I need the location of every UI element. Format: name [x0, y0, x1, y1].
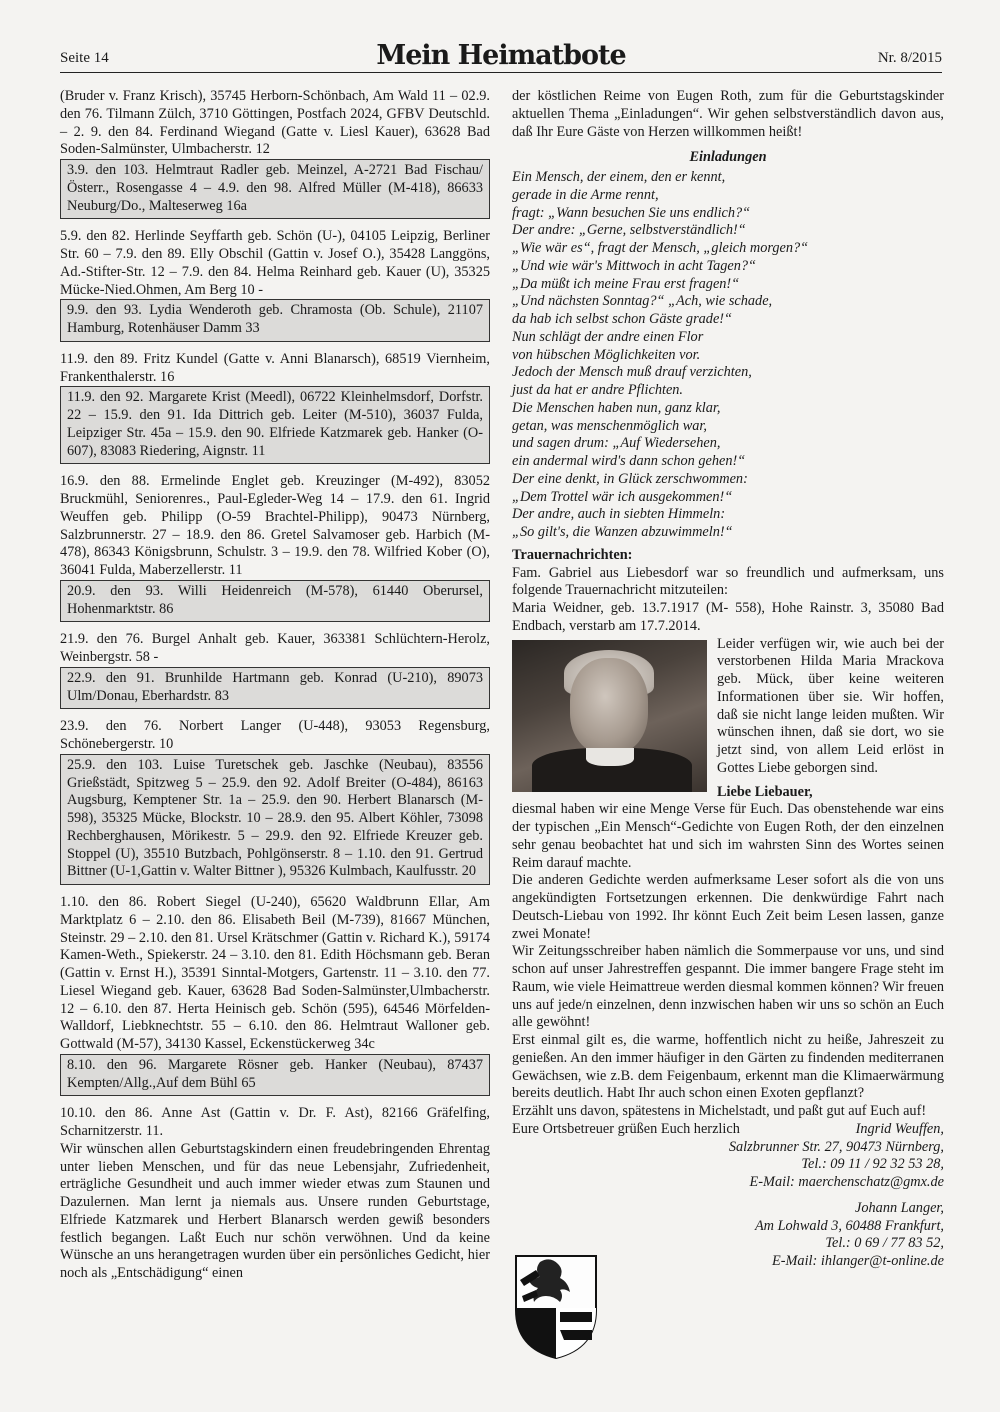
poem-line: just da hat er andre Pflichten.: [512, 382, 684, 398]
birthday-entry: 23.9. den 76. Norbert Langer (U-448), 93053 Regensburg, Schönebergerstr. 10: [60, 718, 490, 752]
letter-paragraph: diesmal haben wir eine Menge Verse für Euch. Das obenstehende war eins der typischen „Ein Mensch“-Gedichte von Eugen Roth, der den einzelnen sehr genau beobachtet hat und sich im wahrsten Sinn des Wortes seinen Reim darauf machte.: [512, 801, 944, 871]
birthday-box: 3.9. den 103. Helmtraut Radler geb. Meinzel, A-2721 Bad Fischau/Österr., Rosengasse 4 – 4.9. den 98. Alfred Müller (M-418), 86633 Neuburg/Do., Malteserweg 16a: [60, 159, 490, 219]
signature-row: [512, 1121, 944, 1139]
poem-line: Nun schlägt der andre einen Flor: [512, 328, 704, 345]
birthday-entry: 16.9. den 88. Ermelinde Englet geb. Kreuzinger (M-492), 83052 Bruckmühl, Seniorenres., Paul-Egleder-Weg 14 – 17.9. den 61. Ingrid Weuffen geb. Philipp (O-59 Brachtel-Philipp), 90473 Nürnberg, Salzbrunnerstr. 27 – 18.9. den 86. Gretel Salvamoser geb. Harbich (M-478), 86343 Königsbrunn, Schulstr. 3 – 19.9. den 78. Wilfried Kober (O), 36041 Fulda, Maberzellerstr. 11: [60, 473, 490, 578]
birthday-box: 8.10. den 96. Margarete Rösner geb. Hanker (Neubau), 87437 Kempten/Allg.,Auf dem Bühl 65: [60, 1054, 490, 1097]
letter-paragraph: Die anderen Gedichte werden aufmerksame Leser sofort als die von uns angekündigten Fortsetzungen erkennen. Die denkwürdige Fahrt nach Deutsch-Liebau von 1992. Ihr könnt Euch Zeit beim Lesen lassen, ganze zwei Monate!: [512, 872, 944, 942]
birthday-box: 9.9. den 93. Lydia Wenderoth geb. Chramosta (Ob. Schule), 21107 Hamburg, Rotenhäuser Damm 33: [60, 299, 490, 342]
birthday-entry: 11.9. den 89. Fritz Kundel (Gatte v. Anni Blanarsch), 68519 Viernheim, Frankenthalerstr. 16: [60, 350, 490, 385]
coat-of-arms-icon: [512, 1252, 600, 1360]
poem-line: Ein Mensch, der einem, den er kennt,: [512, 169, 726, 185]
poem-line: gerade in die Arme rennt,: [512, 186, 659, 203]
poem-line: von hübschen Möglichkeiten vor.: [512, 346, 701, 363]
signature-phone: Tel.: 09 11 / 92 32 53 28,: [801, 1156, 944, 1173]
birthday-box: 22.9. den 91. Brunhilde Hartmann geb. Konrad (U-210), 89073 Ulm/Donau, Eberhardstr. 83: [60, 667, 490, 710]
poem-line: Jedoch der Mensch muß drauf verzichten,: [512, 364, 752, 381]
birthday-box: 20.9. den 93. Willi Heidenreich (M-578), 61440 Oberursel, Hohenmarktstr. 86: [60, 580, 490, 623]
masthead-logo: Mein Heimatbote: [376, 40, 626, 71]
poem: [512, 169, 944, 542]
birthday-entry: 10.10. den 86. Anne Ast (Gattin v. Dr. F. Ast), 82166 Gräfelfing, Scharnitzerstr. 11.: [60, 1105, 490, 1139]
obituary-intro: Fam. Gabriel aus Liebesdorf war so freundlich und aufmerksam, uns folgende Trauernachricht mitzuteilen:: [512, 564, 944, 599]
poem-line: Der andre: „Gerne, selbstverständlich!“: [512, 222, 746, 239]
birthday-entry: 1.10. den 86. Robert Siegel (U-240), 65620 Waldbrunn Ellar, Am Marktplatz 6 – 2.10. den 86. Elisabeth Beil (M-739), 81667 München, Steinstr. 29 – 2.10. den 81. Ursel Krätschmer (Gattin v. Richard K.), 59174 Kamen-Weth., Spiekerstr. 24 – 3.10. den 81. Edith Höchsmann geb. Beran (Gattin v. Ernst H.), 35391 Sinntal-Motgers, Gartenstr. 11 – 3.10. den 77. Liesel Wiegand geb. Kauer, 63628 Bad Soden-Salmünster,Ulmbacherstr. 12 – 6.10. den 87. Herta Heinisch geb. Schön (595), 64546 Mörfelden-Walldorf, Liebknechtstr. 55 – 6.10. den 86. Helmtraut Walloner geb. Gottwald (M-57), 34130 Kassel, Eckenstückerweg 34c: [60, 894, 490, 1052]
signature-address: Salzbrunner Str. 27, 90473 Nürnberg,: [728, 1138, 944, 1155]
poem-line: ein andermal wird's dann schon gehen!“: [512, 453, 746, 469]
letter-paragraph: Wir Zeitungsschreiber haben nämlich die Sommerpause vor uns, und sind schon auf unser Jahrestreffen gespannt. Die immer bangere Frage steht im Raum, wie viele Heimattreue werden diesmal kommen können? Wir freuen uns auf jede/n einzelnen, denn inzwischen haben wir uns so schön an Euch alle gewöhnt!: [512, 943, 944, 1031]
poem-line: „Und wie wär's Mittwoch in acht Tagen?“: [512, 257, 757, 274]
poem-line: „Und nächsten Sonntag?“ „Ach, wie schade,: [512, 293, 773, 310]
birthday-entry: 21.9. den 76. Burgel Anhalt geb. Kauer, 363381 Schlüchtern-Herolz, Weinbergstr. 58 -: [60, 631, 490, 665]
obituary-entry: Maria Weidner, geb. 13.7.1917 (M- 558), Hohe Rainstr. 3, 35080 Bad Endbach, verstarb am 17.7.2014.: [512, 600, 944, 634]
birthday-entry: 5.9. den 82. Herlinde Seyffarth geb. Schön (U-), 04105 Leipzig, Berliner Str. 60 – 7.9. den 89. Elly Obschil (Gattin v. Josef O.), 35428 Langgöns, Ad.-Stifter-Str. 12 – 7.9. den 84. Helma Reinhard geb. Kauer (U), 35325 Mücke-Nied.Ohmen, Am Berg 10 -: [60, 228, 490, 298]
intro-paragraph: der köstlichen Reime von Eugen Roth, zum für die Geburtstagskinder aktuellen Thema „Einladungen“. Wir gehen selbstverständlich davon aus, daß Ihr Eure Gäste von Herzen willkommen heißt!: [512, 88, 944, 140]
left-column: [60, 88, 490, 1283]
poem-line: Die Menschen haben nun, ganz klar,: [512, 399, 721, 416]
poem-line: „Dem Trottel wär ich ausgekommen!“: [512, 488, 733, 505]
obituary-heading: Trauernachrichten:: [512, 546, 633, 563]
poem-line: Der andre, auch in siebten Himmeln:: [512, 506, 726, 523]
signature-email: E-Mail: ihlanger@t-online.de: [772, 1253, 944, 1269]
wishes-paragraph: Wir wünschen allen Geburtstagskindern einen freudebringenden Ehrentag unter lieben Menschen, und für das neue Lebensjahr, Zufriedenheit, erträgliche Gesundheit und auch immer wieder etwas zum Staunen und Dazulernen. Man lernt ja niemals aus. Unsere runden Geburtstage, Elfriede Katzmarek und Herbert Blanarsch werden gewiß besonders festlich begangen. Laßt Euch nur schön verwöhnen. Und da keine Wünsche an uns herangetragen wurden über ein persönliches Gedicht, hier noch als „Entschädigung“ einen: [60, 1140, 490, 1281]
poem-title: Einladungen: [689, 149, 767, 166]
portrait-photo: [512, 640, 707, 792]
poem-line: fragt: „Wann besuchen Sie uns endlich?“: [512, 204, 751, 221]
signature-phone: Tel.: 0 69 / 77 83 52,: [825, 1235, 944, 1252]
signature-address: Am Lohwald 3, 60488 Frankfurt,: [754, 1217, 944, 1234]
page-number: Seite 14: [60, 50, 109, 66]
poem-line: „So gilt's, die Wanzen abzuwimmeln!“: [512, 524, 733, 540]
birthday-box: 25.9. den 103. Luise Turetschek geb. Jaschke (Neubau), 83556 Grießstädt, Spitzweg 5 – 25.9. den 92. Adolf Breiter (O-484), 86163 Augsburg, Kemptener Str. 1a – 25.9. den 90. Herbert Blanarsch (M-598), 35325 Mücke, Blockstr. 10 – 28.9. den 95. Albert Köhler, 73098 Rechberghausen, Mörikestr. 5 – 29.9. den 92. Elfriede Kreuzer geb. Stoppel (U), 35510 Butzbach, Pohlgönserstr. 8 – 1.10. den 91. Gertrud Bittner (U-1,Gattin v. Walter Bittner ), 95326 Kulmbach, Kaulfusstr. 20: [60, 754, 490, 885]
issue-number: Nr. 8/2015: [877, 50, 942, 66]
obituary-note: Leider verfügen wir, wie auch bei der verstorbenen Hilda Maria Mrackova geb. Mück, über keine weiteren Informationen über sie. Wir hoffen, daß sie nicht lange leiden mußten. Wir wünschen ihnen, daß sie dort, wo sie jetzt sind, von allem Leid erlöst in Gottes Liebe geborgen sind.: [717, 635, 944, 776]
poem-line: „Da müßt ich meine Frau erst fragen!“: [512, 275, 740, 292]
poem-line: und sagen drum: „Auf Wiedersehen,: [512, 435, 721, 452]
signature-name: Johann Langer,: [855, 1199, 944, 1216]
letter-heading: Liebe Liebauer,: [717, 783, 813, 800]
greeting-line: Eure Ortsbetreuer grüßen Euch herzlich: [512, 1120, 740, 1137]
page-header: [60, 40, 942, 72]
birthday-entry: (Bruder v. Franz Krisch), 35745 Herborn-Schönbach, Am Wald 11 – 02.9. den 76. Tilmann Zülch, 3710 Göttingen, Postfach 2024, GFBV Deutschld. – 2. 9. den 84. Ferdinand Wiegand (Gatte v. Liesl Kauer), 63628 Bad Soden-Salmünster, Ulmbacherstr. 12: [60, 88, 490, 158]
header-rule: [60, 72, 942, 73]
poem-line: „Wie wär es“, fragt der Mensch, „gleich morgen?“: [512, 240, 809, 256]
poem-line: getan, was menschenmöglich war,: [512, 417, 707, 434]
right-column: [512, 88, 944, 1271]
letter-paragraph: Erst einmal gilt es, die warme, hoffentlich nicht zu heiße, Jahreszeit zu genießen. An den immer häufiger in den Gärten zu findenden mediterranen Gewächsen, wie z.B. dem Feigenbaum, erkennt man die Klimaerwärmung bereits deutlich. Habt Ihr auch schon einen Exoten gepflanzt?: [512, 1032, 944, 1102]
birthday-box: 11.9. den 92. Margarete Krist (Meedl), 06722 Kleinhelmsdorf, Dorfstr. 22 – 15.9. den 91. Ida Dittrich geb. Leiter (M-510), 36037 Fulda, Leipziger Str. 45a – 15.9. den 90. Elfriede Katzmarek geb. Hanker (O-607), 83083 Riedering, Aignstr. 11: [60, 386, 490, 464]
signature-name: Ingrid Weuffen,: [855, 1120, 944, 1137]
poem-line: Der eine denkt, in Glück zerschwommen:: [512, 470, 748, 487]
poem-line: da hab ich selbst schon Gäste grade!“: [512, 311, 732, 327]
letter-paragraph: Erzählt uns davon, spätestens in Michelstadt, und paßt gut auf Euch auf!: [512, 1103, 927, 1119]
signature-email: E-Mail: maerchenschatz@gmx.de: [749, 1174, 944, 1190]
